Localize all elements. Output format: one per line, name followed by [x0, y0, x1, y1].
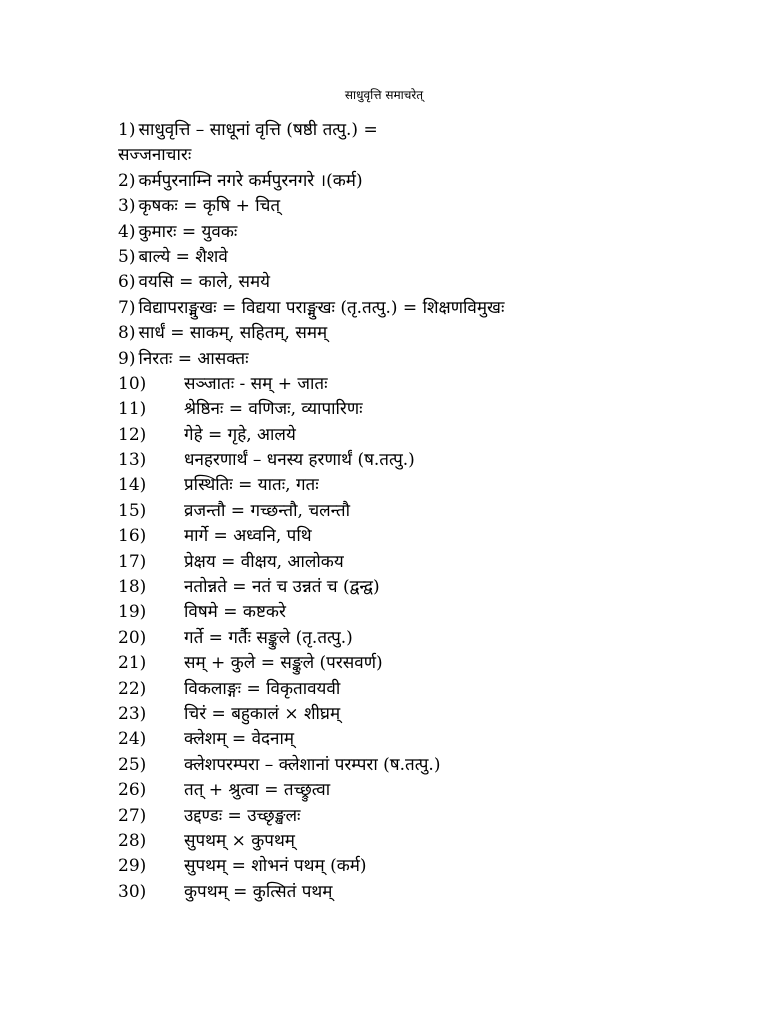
list-item-text: सुपथम् = शोभनं पथम् (कर्म): [184, 856, 367, 877]
list-item-number: 26): [118, 780, 147, 801]
list-item-number: 21): [118, 653, 147, 674]
list-item: [118, 829, 738, 854]
list-item-line: [118, 118, 738, 143]
list-item-text: विकलाङ्गः = विकृतावयवी: [184, 678, 341, 699]
list-item-number: 19): [118, 602, 147, 623]
list-item-text: कुपथम् = कुत्सितं पथम्: [184, 881, 333, 902]
list-item-number: 8): [118, 323, 136, 344]
list-item-number: 24): [118, 729, 147, 750]
list-item-text: व्रजन्तौ = गच्छन्तौ, चलन्तौ: [184, 500, 350, 521]
list-item-text: उद्दण्डः = उच्छृङ्खलः: [184, 805, 301, 826]
list-item: [118, 880, 738, 905]
list-item-text: गर्ते = गर्तैः सङ्कुले (तृ.तत्पु.): [184, 627, 353, 648]
list-item-number: 11): [118, 399, 147, 420]
list-item-number: 1): [118, 120, 136, 140]
list-item-number: 23): [118, 704, 147, 724]
list-item: [118, 677, 738, 702]
list-item: [118, 702, 738, 727]
list-item-number: 29): [118, 856, 147, 877]
list-item: [118, 220, 738, 245]
list-item-number: 20): [118, 627, 147, 648]
list-item-text: कुमारः = युवकः: [138, 221, 238, 242]
list-item: [118, 448, 738, 473]
list-item-text: बाल्ये = शैशवे: [138, 246, 228, 267]
list-item-number: 22): [118, 678, 147, 699]
list-item-text: श्रेष्ठिनः = वणिजः, व्यापारिणः: [184, 399, 363, 420]
list-item-number: 15): [118, 500, 147, 521]
list-item: [118, 804, 738, 829]
list-item: [118, 854, 738, 879]
list-item-text: चिरं = बहुकालं × शीघ्रम्: [184, 704, 341, 724]
list-item-text: सम् + कुले = सङ्कुले (परसवर्ण): [184, 653, 383, 674]
list-item-text: सार्धं = साकम्, सहितम्, समम्: [138, 323, 328, 344]
list-item: [118, 473, 738, 498]
list-item-text: कर्मपुरनाम्नि नगरे कर्मपुरनगरे ।(कर्म): [138, 170, 363, 191]
list-item-text: विषमे = कष्टकरे: [184, 602, 286, 623]
list-item-text: विद्यापराङ्मुखः = विद्यया पराङ्मुखः (तृ.तत्पु.) = शिक्षणविमुखः: [138, 297, 505, 318]
list-item-continuation: सज्जनाचारः: [118, 145, 192, 166]
list-item: [118, 499, 738, 524]
list-item: [118, 296, 738, 321]
list-item-number: 18): [118, 577, 147, 598]
list-item-number: 12): [118, 424, 147, 445]
list-item: [118, 372, 738, 397]
list-item-text: सञ्जातः - सम् + जातः: [184, 373, 328, 394]
list-item-number: 2): [118, 170, 136, 191]
list-item-text: कृषकः = कृषि + चित्: [138, 196, 281, 217]
list-item: [118, 550, 738, 575]
list-item-text: साधुवृत्ति – साधूनां वृत्ति (षष्ठी तत्पु.) =: [138, 120, 378, 140]
list-item: [118, 753, 738, 778]
list-item-number: 5): [118, 246, 136, 267]
list-item: [118, 626, 738, 651]
list-item: [118, 778, 738, 803]
list-item: [118, 270, 738, 295]
list-item-number: 4): [118, 221, 136, 242]
list-item-number: 13): [118, 450, 147, 471]
list-item-text: क्लेशपरम्परा – क्लेशानां परम्परा (ष.तत्पु.): [184, 754, 441, 775]
list-item-number: 14): [118, 475, 147, 496]
list-item-text: मार्गे = अध्वनि, पथि: [184, 526, 312, 547]
list-item: [118, 727, 738, 752]
list-item-number: 25): [118, 754, 147, 775]
list-item-number: 10): [118, 373, 147, 394]
list-item-number: 27): [118, 805, 147, 826]
list-item-text: धनहरणार्थं – धनस्य हरणार्थं (ष.तत्पु.): [184, 450, 415, 471]
list-item-number: 7): [118, 297, 136, 318]
list-item-number: 3): [118, 196, 136, 217]
list-item: [118, 423, 738, 448]
list-item: [118, 397, 738, 422]
list-item-text: वयसि = काले, समये: [138, 272, 271, 293]
list-item-text: सुपथम् × कुपथम्: [184, 830, 295, 851]
list-item-text: प्रस्थितिः = यातः, गतः: [184, 475, 319, 496]
list-item-text: प्रेक्षय = वीक्षय, आलोकय: [184, 551, 344, 572]
list-item: [118, 651, 738, 676]
list-item: [118, 524, 738, 549]
list-item-number: 30): [118, 881, 147, 902]
list-item-text: नतोन्नते = नतं च उन्नतं च (द्वन्द्व): [184, 577, 380, 598]
list-item-number: 6): [118, 272, 136, 293]
page-title: साधुवृत्ति समाचरेत्: [344, 88, 424, 102]
list-item-text: क्लेशम् = वेदनाम्: [184, 729, 295, 750]
list-item: [118, 600, 738, 625]
list-item: [118, 347, 738, 372]
list-item: [118, 245, 738, 270]
list-item-number: 16): [118, 526, 147, 547]
list-item: [118, 118, 738, 169]
list-item-text: तत् + श्रुत्वा = तच्छ्रुत्वा: [184, 780, 331, 801]
list-item: [118, 194, 738, 219]
list-item-number: 9): [118, 348, 136, 369]
list-item: [118, 169, 738, 194]
list-item: [118, 321, 738, 346]
list-item-number: 17): [118, 551, 147, 572]
list-item-number: 28): [118, 830, 147, 851]
glossary-list: [118, 118, 738, 905]
list-item-text: निरतः = आसक्तः: [138, 348, 249, 369]
list-item-text: गेहे = गृहे, आलये: [184, 424, 296, 445]
list-item: [118, 575, 738, 600]
